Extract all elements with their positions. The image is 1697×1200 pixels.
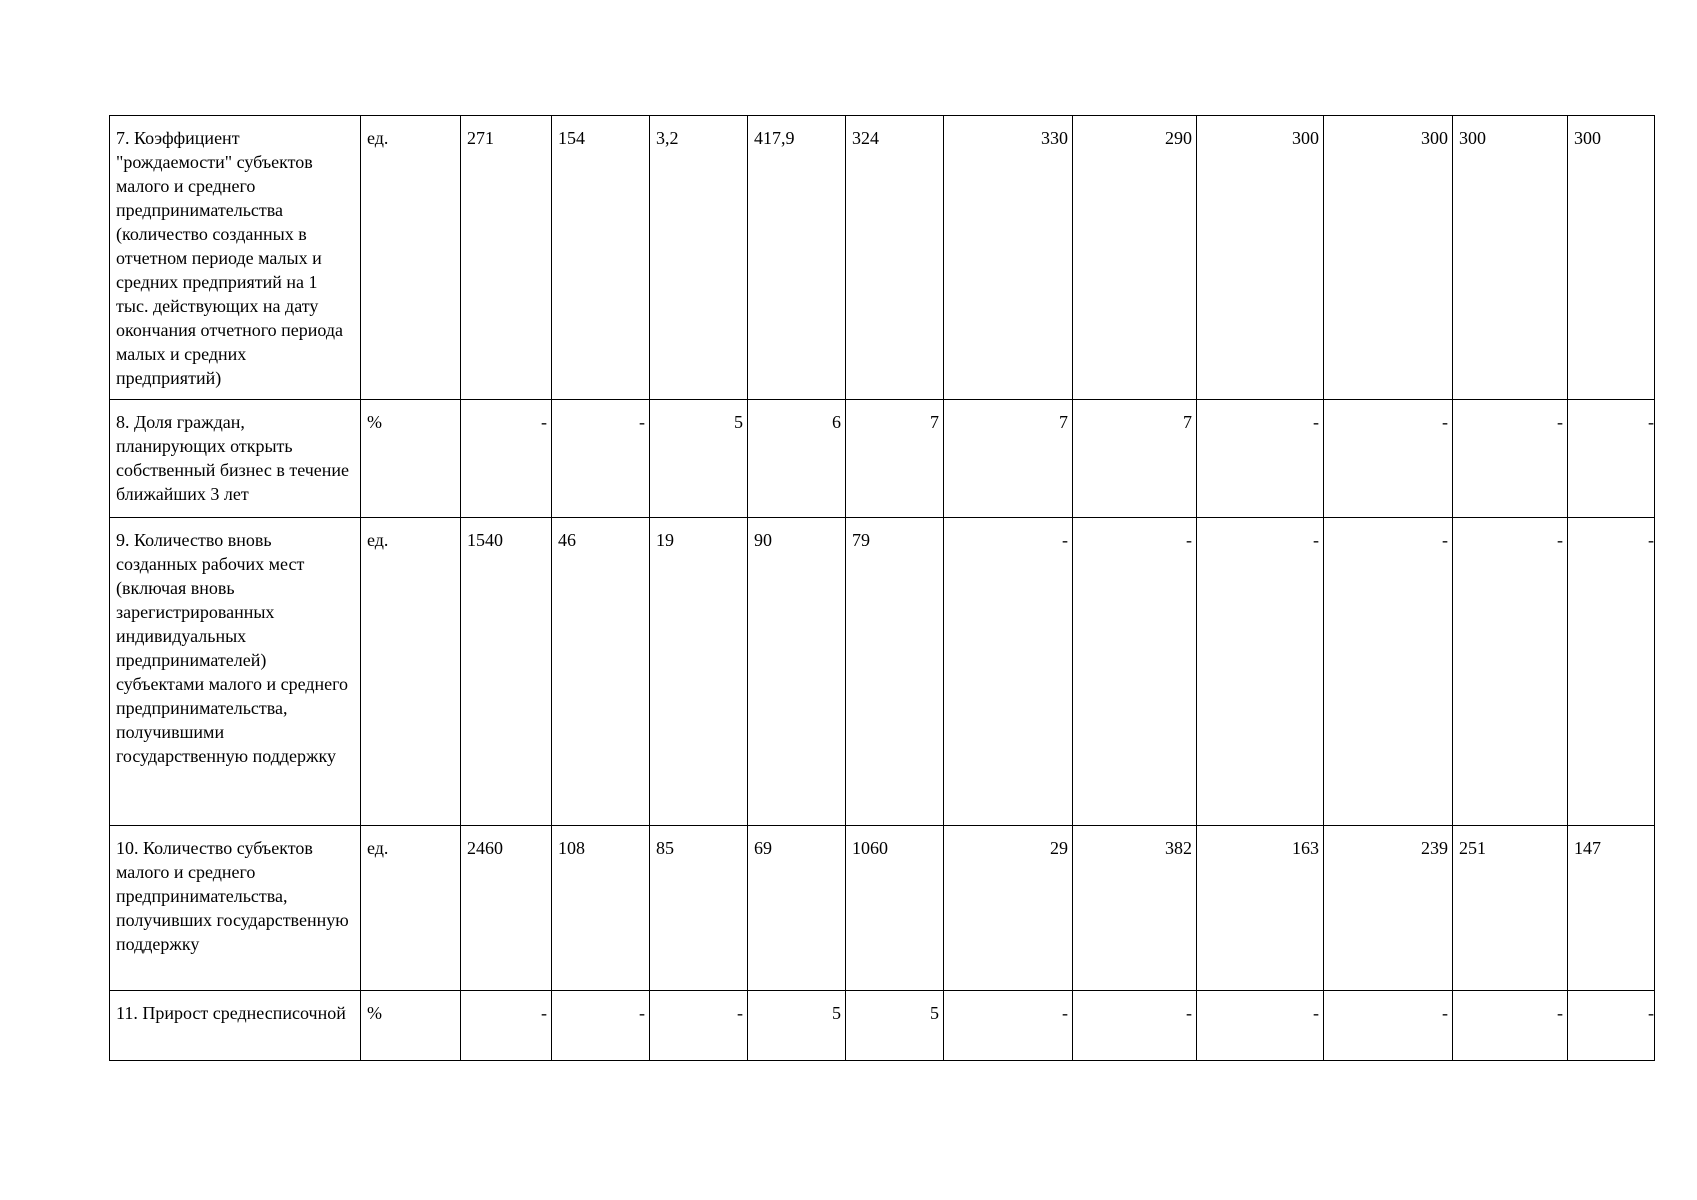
value-cell: 3,2	[650, 116, 748, 400]
table-row	[110, 400, 1655, 518]
unit-cell: %	[361, 400, 461, 518]
value-cell	[1568, 400, 1655, 518]
value-cell: 300	[1197, 116, 1324, 400]
value-cell: -	[1324, 400, 1453, 518]
value-cell: 108	[552, 826, 650, 991]
value-cell: 271	[461, 116, 552, 400]
value-cell: 300	[1568, 116, 1655, 400]
indicator-name: 10. Количество субъектов малого и среднего предпринимательства, получивших государственную поддержку	[110, 826, 361, 991]
value-text: -	[1648, 530, 1654, 550]
value-cell: 1060	[846, 826, 944, 991]
value-cell: 5	[650, 400, 748, 518]
value-cell: 163	[1197, 826, 1324, 991]
value-cell: 324	[846, 116, 944, 400]
value-cell: 90	[748, 518, 846, 826]
value-text: -	[1648, 1003, 1654, 1023]
value-cell: 417,9	[748, 116, 846, 400]
value-cell: -	[1073, 518, 1197, 826]
value-cell: -	[650, 991, 748, 1061]
value-cell: 382	[1073, 826, 1197, 991]
indicators-table	[109, 115, 1655, 1061]
value-cell: -	[944, 518, 1073, 826]
value-cell: -	[1453, 518, 1568, 826]
value-cell: 154	[552, 116, 650, 400]
value-cell: -	[1197, 991, 1324, 1061]
value-cell: 330	[944, 116, 1073, 400]
value-cell: -	[1453, 991, 1568, 1061]
value-cell: 251	[1453, 826, 1568, 991]
indicator-name: 8. Доля граждан, планирующих открыть собственный бизнес в течение ближайших 3 лет	[110, 400, 361, 518]
value-cell: 5	[846, 991, 944, 1061]
value-cell: -	[1197, 518, 1324, 826]
value-cell: 290	[1073, 116, 1197, 400]
value-cell: 7	[1073, 400, 1197, 518]
table-row	[110, 826, 1655, 991]
unit-cell: ед.	[361, 826, 461, 991]
value-cell: -	[461, 400, 552, 518]
value-cell	[1568, 518, 1655, 826]
value-cell: 300	[1453, 116, 1568, 400]
value-cell: -	[944, 991, 1073, 1061]
table-row	[110, 991, 1655, 1061]
value-cell: -	[1073, 991, 1197, 1061]
value-cell: 239	[1324, 826, 1453, 991]
unit-cell: ед.	[361, 116, 461, 400]
value-cell: -	[1324, 991, 1453, 1061]
value-cell: 69	[748, 826, 846, 991]
value-cell: 147	[1568, 826, 1655, 991]
value-cell: -	[552, 991, 650, 1061]
value-cell: -	[1453, 400, 1568, 518]
value-text: -	[1648, 412, 1654, 432]
indicator-name: 7. Коэффициент "рождаемости" субъектов малого и среднего предпринимательства (количество созданных в отчетном периоде малых и средних предприятий на 1 тыс. действующих на дату окончания отчетного периода малых и средних предприятий)	[110, 116, 361, 400]
indicator-name: 9. Количество вновь созданных рабочих мест (включая вновь зарегистрированных индивидуальных предпринимателей) субъектами малого и среднего предпринимательства, получившими государственную поддержку	[110, 518, 361, 826]
unit-cell: ед.	[361, 518, 461, 826]
indicator-name: 11. Прирост среднесписочной	[110, 991, 361, 1061]
table-row	[110, 518, 1655, 826]
value-cell: 2460	[461, 826, 552, 991]
value-cell: 7	[944, 400, 1073, 518]
value-cell: 85	[650, 826, 748, 991]
unit-cell: %	[361, 991, 461, 1061]
value-cell: -	[461, 991, 552, 1061]
value-cell: 29	[944, 826, 1073, 991]
value-cell: 19	[650, 518, 748, 826]
value-cell: 6	[748, 400, 846, 518]
value-cell: 5	[748, 991, 846, 1061]
value-cell: -	[1197, 400, 1324, 518]
value-cell: 7	[846, 400, 944, 518]
value-cell: 1540	[461, 518, 552, 826]
value-cell: -	[552, 400, 650, 518]
value-cell: 46	[552, 518, 650, 826]
value-cell: -	[1324, 518, 1453, 826]
value-cell: 300	[1324, 116, 1453, 400]
table-row	[110, 116, 1655, 400]
value-cell	[1568, 991, 1655, 1061]
value-cell: 79	[846, 518, 944, 826]
